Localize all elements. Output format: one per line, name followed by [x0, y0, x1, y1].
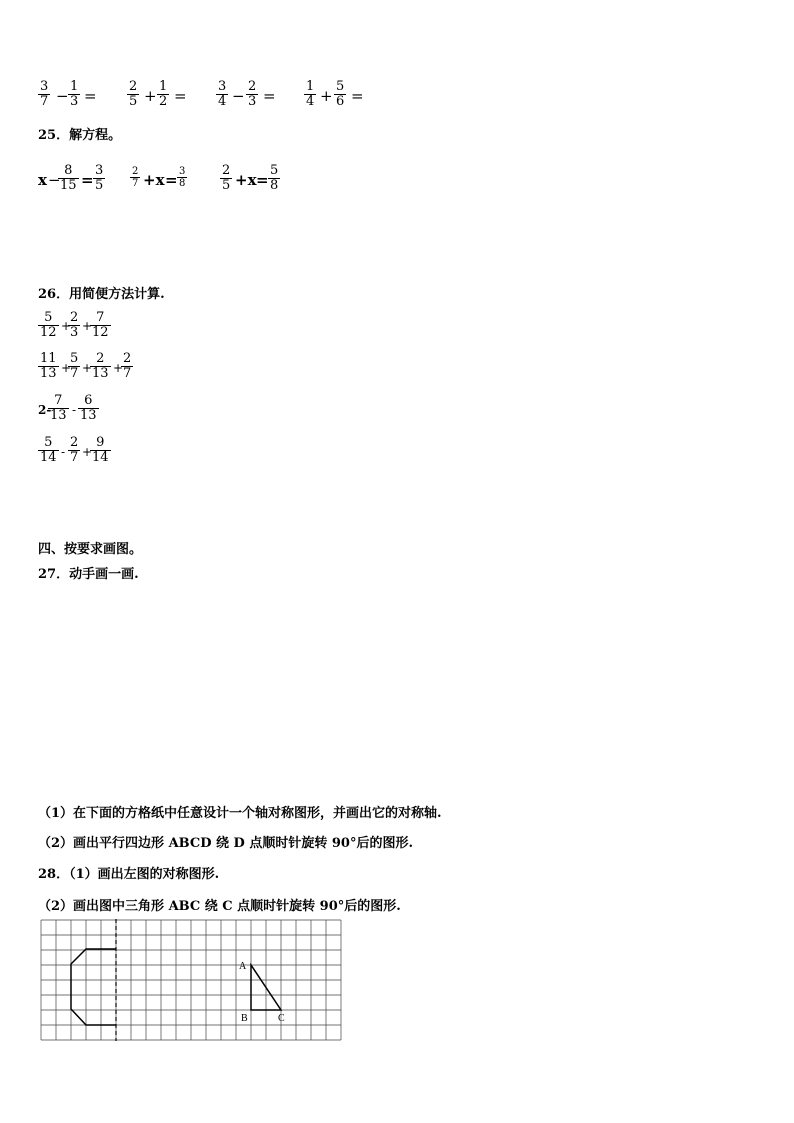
fraction: $\frac{5}{7}$	[70, 351, 79, 381]
fraction: $\frac{3}{5}$	[95, 163, 104, 193]
fraction: $\frac{7}{12}$	[92, 310, 109, 340]
grid-figure	[40, 919, 342, 1047]
fraction: $\frac{2}{7}$	[123, 351, 132, 381]
fraction: $\frac{7}{13}$	[50, 393, 67, 423]
label-a: A	[239, 961, 247, 972]
q25-title: 25．解方程。	[38, 128, 122, 143]
fraction: $\frac{2}{5}$	[129, 79, 138, 109]
q28-part-2: （2）画出图中三角形 ABC 绕 C 点顺时针旋转 90°后的图形.	[38, 899, 401, 914]
fraction: $\frac{3}{4}$	[218, 79, 227, 109]
section-4-heading: 四、按要求画图。	[38, 542, 143, 557]
q27-part-2: （2）画出平行四边形 ABCD 绕 D 点顺时针旋转 90°后的图形.	[38, 836, 414, 851]
fraction: $\frac{2}{3}$	[70, 310, 79, 340]
fraction: $\frac{1}{3}$	[70, 79, 79, 109]
label-c: C	[278, 1013, 285, 1024]
q27-title: 27．动手画一画.	[38, 567, 139, 582]
fraction: $\frac{2}{3}$	[248, 79, 257, 109]
fraction: $\frac{2}{5}$	[222, 163, 231, 193]
q28-part-1: 28．（1）画出左图的对称图形.	[38, 867, 220, 882]
fraction: $\frac{2}{7}$	[132, 166, 139, 189]
left-shape	[71, 949, 116, 1025]
fraction: $\frac{9}{14}$	[92, 435, 109, 465]
fraction: $\frac{5}{8}$	[270, 163, 279, 193]
fraction: $\frac{3}{8}$	[179, 166, 186, 189]
fraction: $\frac{2}{7}$	[70, 435, 79, 465]
fraction: $\frac{5}{6}$	[336, 79, 345, 109]
q27-part-1: （1）在下面的方格纸中任意设计一个轴对称图形，并画出它的对称轴.	[38, 806, 442, 821]
fraction: $\frac{5}{14}$	[40, 435, 57, 465]
label-b: B	[241, 1013, 248, 1024]
fraction: $\frac{6}{13}$	[80, 393, 97, 423]
fraction: $\frac{1}{4}$	[306, 79, 315, 109]
fraction: $\frac{8}{15}$	[60, 163, 77, 193]
fraction: $\frac{11}{13}$	[40, 351, 57, 381]
q26-title: 26．用简便方法计算.	[38, 287, 165, 302]
fraction: $\frac{3}{7}$	[40, 79, 49, 109]
fraction: $\frac{2}{13}$	[92, 351, 109, 381]
grid-svg	[40, 919, 342, 1043]
fraction: $\frac{5}{12}$	[40, 310, 57, 340]
fraction: $\frac{1}{2}$	[159, 79, 168, 109]
